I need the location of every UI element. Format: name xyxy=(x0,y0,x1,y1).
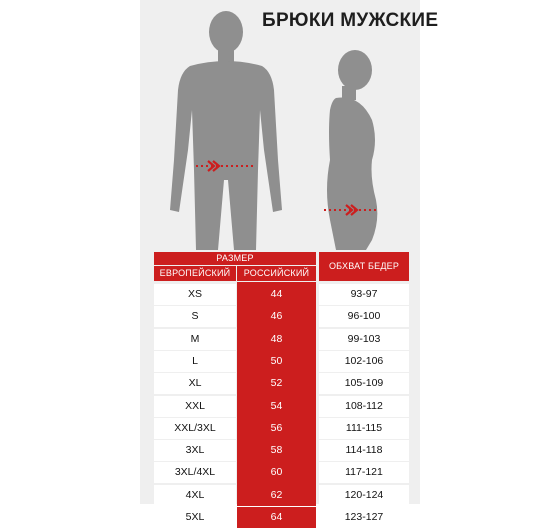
front-body-figure xyxy=(170,11,282,250)
size-header: РАЗМЕР xyxy=(154,252,316,265)
european-size-cell: XL xyxy=(154,373,236,394)
european-size-cell: M xyxy=(154,329,236,350)
hip-girth-cell: 105-109 xyxy=(319,373,409,394)
european-column-header: ЕВРОПЕЙСКИЙ xyxy=(154,266,236,281)
hip-girth-cell: 123-127 xyxy=(319,507,409,528)
hip-girth-cell: 102-106 xyxy=(319,351,409,372)
russian-size-cell: 54 xyxy=(237,396,316,417)
hip-girth-cell: 120-124 xyxy=(319,485,409,506)
hip-girth-cell: 99-103 xyxy=(319,329,409,350)
european-size-cell: 3XL/4XL xyxy=(154,462,236,483)
european-size-cell: 4XL xyxy=(154,485,236,506)
european-size-cell: XXL xyxy=(154,396,236,417)
european-size-cell: 3XL xyxy=(154,440,236,461)
russian-size-cell: 48 xyxy=(237,329,316,350)
russian-size-cell: 60 xyxy=(237,462,316,483)
russian-size-cell: 58 xyxy=(237,440,316,461)
hip-girth-cell: 96-100 xyxy=(319,306,409,327)
russian-size-cell: 44 xyxy=(237,284,316,305)
hip-girth-cell: 108-112 xyxy=(319,396,409,417)
hip-column-header: ОБХВАТ БЕДЕР xyxy=(319,252,409,281)
european-size-cell: XXL/3XL xyxy=(154,418,236,439)
european-size-cell: 5XL xyxy=(154,507,236,528)
hip-girth-cell: 117-121 xyxy=(319,462,409,483)
russian-size-cell: 46 xyxy=(237,306,316,327)
russian-size-cell: 52 xyxy=(237,373,316,394)
russian-size-cell: 62 xyxy=(237,485,316,506)
russian-column-header: РОССИЙСКИЙ xyxy=(237,266,316,281)
russian-size-cell: 64 xyxy=(237,507,316,528)
russian-size-cell: 56 xyxy=(237,418,316,439)
hip-girth-cell: 111-115 xyxy=(319,418,409,439)
european-size-cell: XS xyxy=(154,284,236,305)
hip-girth-cell: 114-118 xyxy=(319,440,409,461)
european-size-cell: S xyxy=(154,306,236,327)
page-title: БРЮКИ МУЖСКИЕ xyxy=(262,10,439,31)
european-size-cell: L xyxy=(154,351,236,372)
hip-girth-cell: 93-97 xyxy=(319,284,409,305)
russian-size-cell: 50 xyxy=(237,351,316,372)
side-body-figure xyxy=(327,50,377,250)
